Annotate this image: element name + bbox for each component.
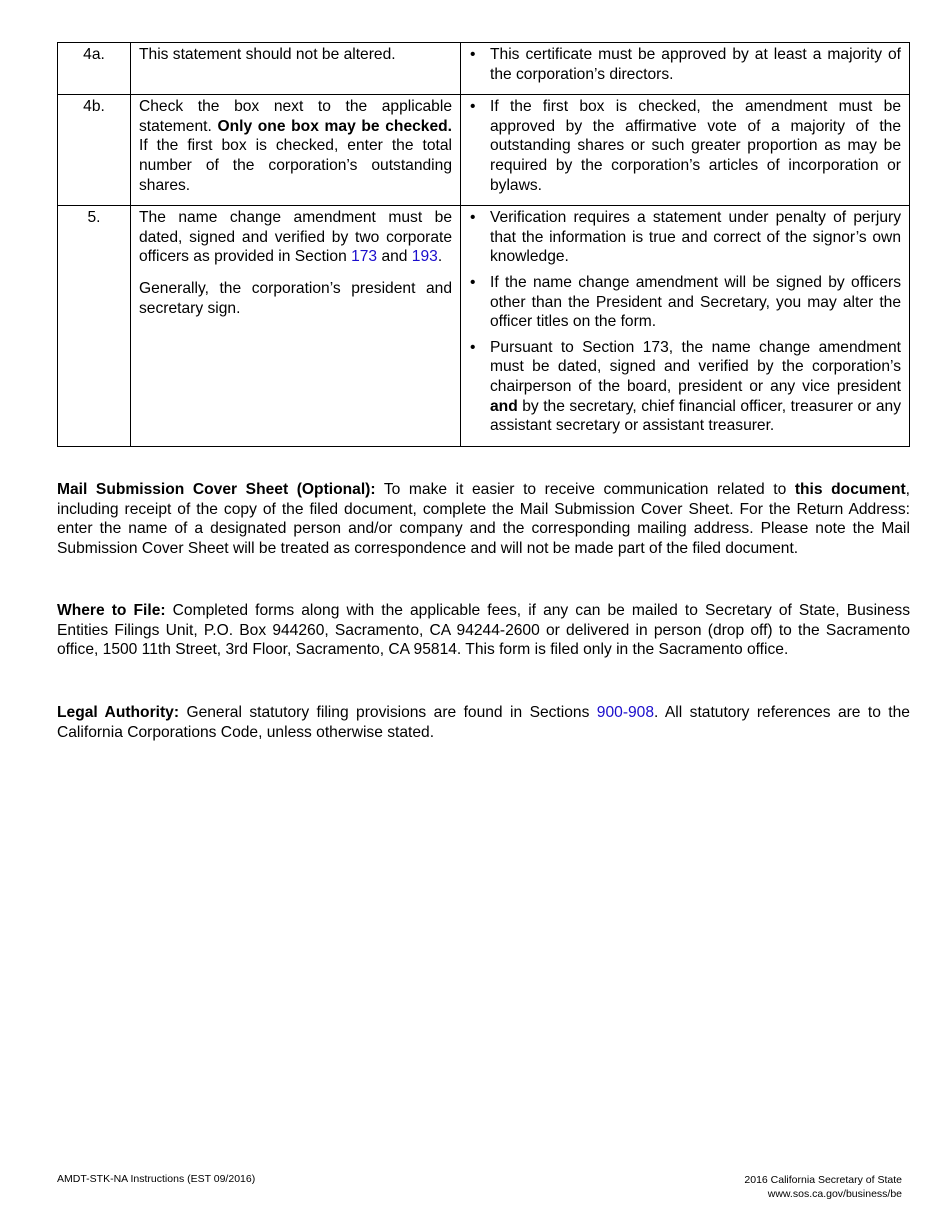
section-heading: Where to File: <box>57 602 166 619</box>
item-number: 5. <box>58 206 131 447</box>
instructions-table <box>57 42 910 447</box>
instruction-text: This statement should not be altered. <box>139 46 396 63</box>
emphasis-text: and <box>490 397 518 415</box>
instructions-page <box>57 42 911 741</box>
section-193-link[interactable]: 193 <box>411 248 438 266</box>
note-bullet: • Verification requires a statement under penalty of perjury that the information is true and correct of the signor’s own knowledge. <box>469 208 901 267</box>
note-bullet: • If the first box is checked, the amendment must be approved by the affirmative vote of a majority of the outstanding shares or such greater proportion as may be required by the corporation’s articles of incorporation or bylaws. <box>469 97 901 195</box>
item-instruction <box>131 95 461 206</box>
instruction-text: The name change amendment must be dated, signed and verified by two corporate officers as provided in Section 173 and 193. <box>139 209 452 266</box>
item-instruction <box>131 206 461 447</box>
legal-authority-paragraph: Legal Authority: General statutory filing provisions are found in Sections 900-908. All statutory references are to the California Corporations Code, unless otherwise stated. <box>57 704 910 741</box>
item-notes <box>461 95 910 206</box>
sections-900-908-link[interactable]: 900-908 <box>596 704 655 721</box>
emphasis-text: Only one box may be checked. <box>217 117 453 135</box>
emphasis-text: this document <box>794 481 906 498</box>
section-heading: Legal Authority: <box>57 704 180 721</box>
item-number: 4b. <box>58 95 131 206</box>
note-bullet: • If the name change amendment will be signed by officers other than the President and Secretary, you may alter the officer titles on the form. <box>469 273 901 332</box>
item-notes <box>461 206 910 447</box>
instruction-text: Check the box next to the applicable statement. Only one box may be checked. If the first box is checked, enter the total number of the corporation’s outstanding shares. <box>139 98 453 194</box>
website-text: www.sos.ca.gov/business/be <box>767 1188 902 1200</box>
instruction-text: Generally, the corporation’s president and secretary sign. <box>139 279 452 317</box>
item-instruction <box>131 43 461 95</box>
item-number: 4a. <box>58 43 131 95</box>
section-173-link[interactable]: 173 <box>351 248 378 266</box>
where-to-file-paragraph: Where to File: Completed forms along with the applicable fees, if any can be mailed to Secretary of State, Business Entities Filings Unit, P.O. Box 944260, Sacramento, CA 94244-2600 or delivered in person (drop off) to the Sacramento office, 1500 11th Street, 3rd Floor, Sacramento, CA 95814. This form is filed only in the Sacramento office. <box>57 602 910 659</box>
item-notes <box>461 43 910 95</box>
mail-cover-sheet-paragraph: Mail Submission Cover Sheet (Optional): To make it easier to receive communication related to this document, including receipt of the copy of the filed document, complete the Mail Submission Cover Sheet. For the Return Address: enter the name of a designated person and/or company and the corresponding mailing address. Please note the Mail Submission Cover Sheet will be treated as correspondence and will not be made part of the filed document. <box>57 481 911 557</box>
note-bullet: • Pursuant to Section 173, the name change amendment must be dated, signed and verified by the corporation’s chairperson of the board, president or any vice president and by the secretary, chief financial officer, treasurer or any assistant secretary or assistant treasurer. <box>469 338 901 436</box>
copyright-text: 2016 California Secretary of State <box>744 1174 902 1186</box>
footer-credits <box>744 1173 902 1201</box>
table-row <box>58 206 910 447</box>
form-identifier: AMDT-STK-NA Instructions (EST 09/2016) <box>57 1173 256 1185</box>
note-bullet: • This certificate must be approved by at least a majority of the corporation’s directors. <box>469 45 901 84</box>
table-row <box>58 43 910 95</box>
table-row <box>58 95 910 206</box>
section-heading: Mail Submission Cover Sheet (Optional): <box>57 481 376 498</box>
